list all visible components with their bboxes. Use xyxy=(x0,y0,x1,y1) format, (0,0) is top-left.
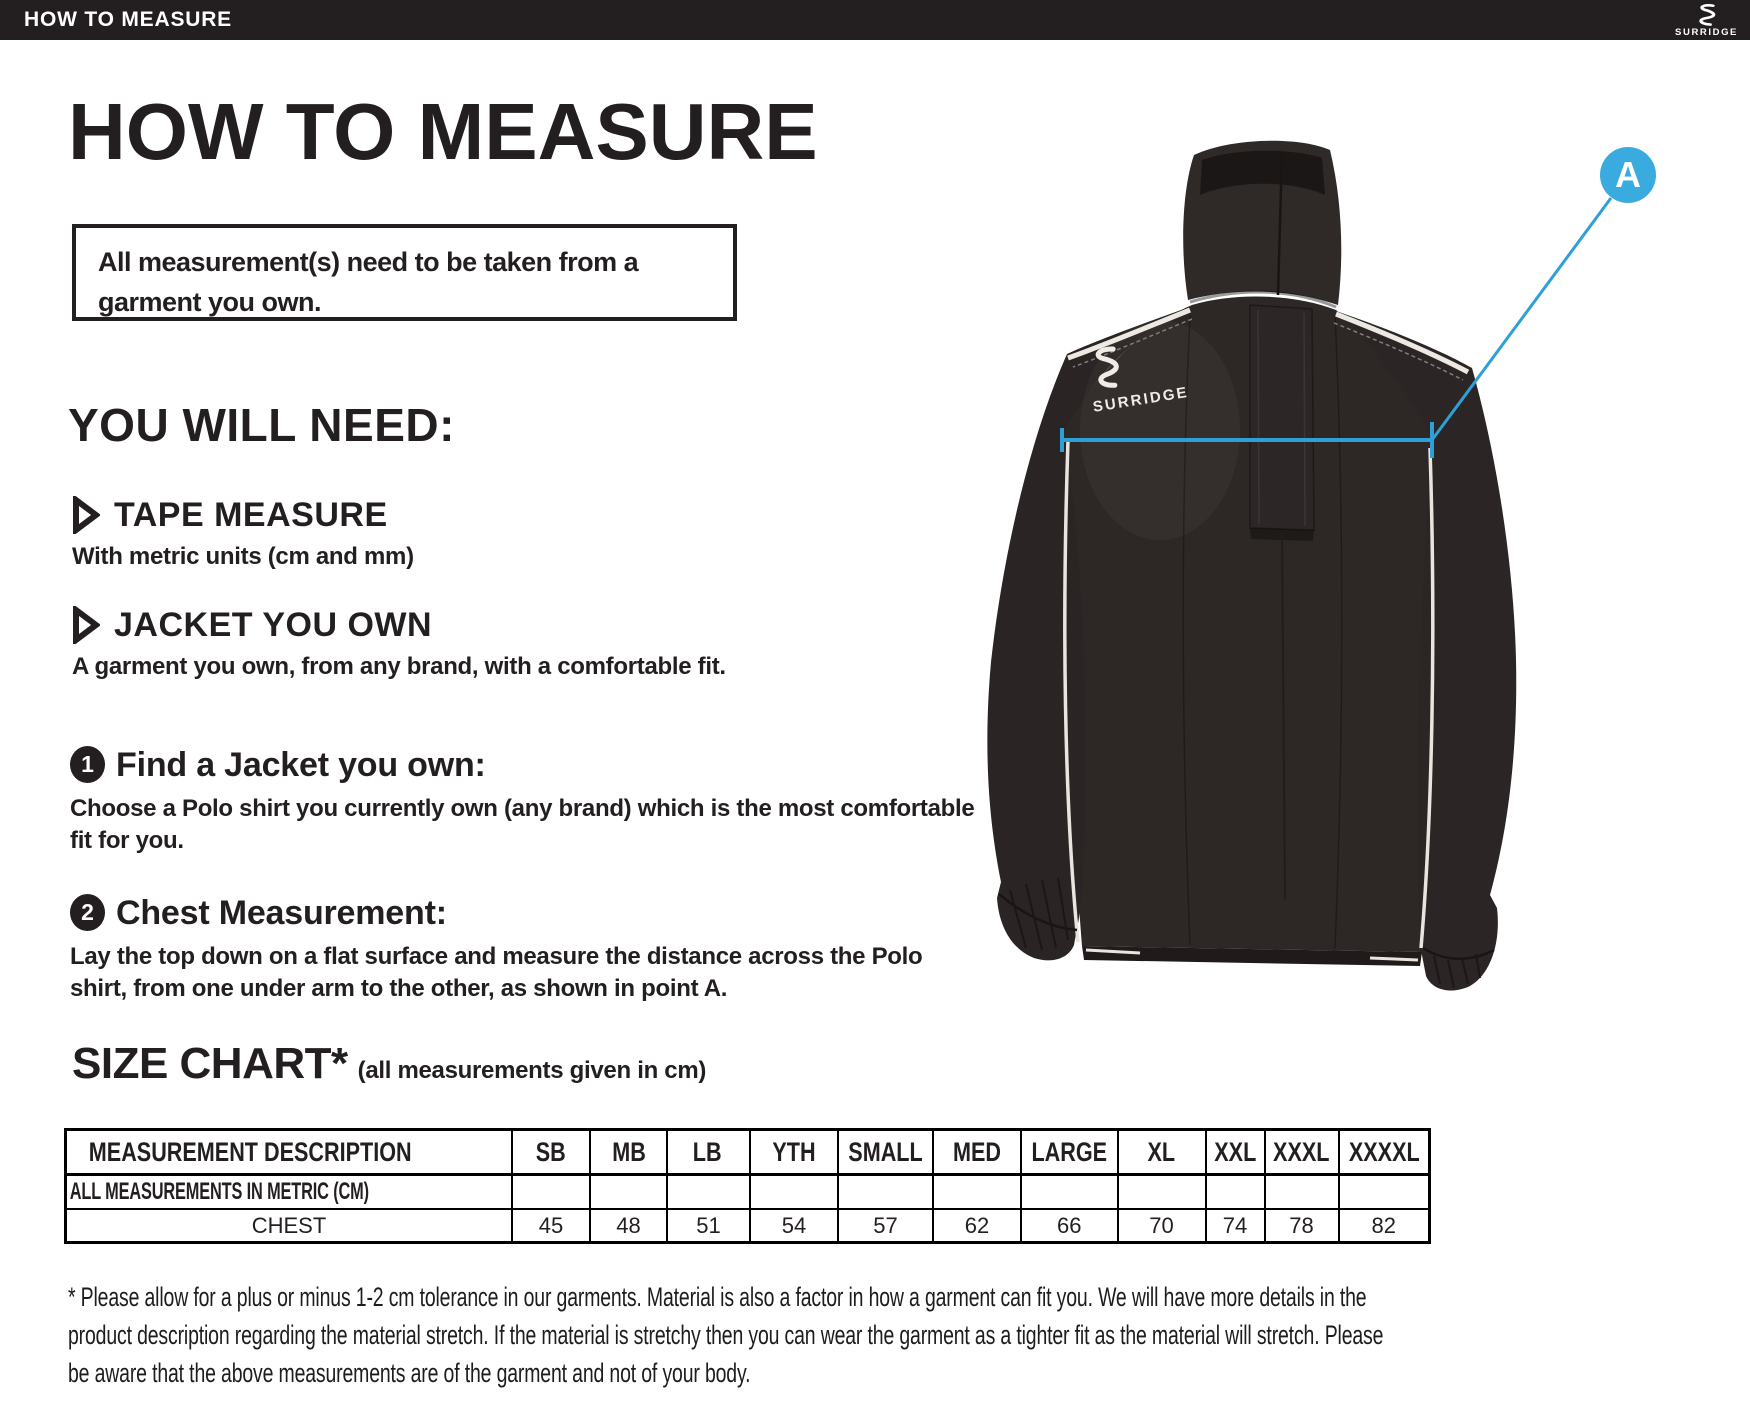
size-chart-table xyxy=(64,1128,1431,1244)
col-header-small: SMALL xyxy=(838,1130,933,1175)
marker-a-label: A xyxy=(1615,154,1641,195)
callout-line xyxy=(1432,198,1611,440)
topbar-title: HOW TO MEASURE xyxy=(24,8,232,31)
chest-value-med: 62 xyxy=(933,1209,1021,1243)
chest-value-xl: 70 xyxy=(1118,1209,1206,1243)
chest-value-sb: 45 xyxy=(512,1209,590,1243)
step-heading: Find a Jacket you own: xyxy=(116,745,486,784)
col-header-measurement-description: MEASUREMENT DESCRIPTION xyxy=(66,1130,513,1175)
step-heading: Chest Measurement: xyxy=(116,893,447,932)
need-item-label: JACKET YOU OWN xyxy=(114,606,433,644)
col-header-lb: LB xyxy=(667,1130,750,1175)
need-item-jacket-you-own xyxy=(72,606,726,681)
step-description: Choose a Polo shirt you currently own (any brand) which is the most comfortable fit for you. xyxy=(70,795,975,854)
page-title: HOW TO MEASURE xyxy=(68,87,818,176)
size-chart-subtitle: (all measurements given in cm) xyxy=(357,1057,707,1084)
triangle-bullet-icon xyxy=(72,496,100,534)
size-chart-title: SIZE CHART* xyxy=(72,1039,348,1088)
jacket-logo-text: SURRIDGE xyxy=(1091,383,1190,416)
chest-value-xxl: 74 xyxy=(1206,1209,1265,1243)
brand-name: SURRIDGE xyxy=(1675,26,1738,38)
col-header-xxxxl: XXXXL xyxy=(1339,1130,1430,1175)
col-header-large: LARGE xyxy=(1021,1130,1118,1175)
chest-row-label: CHEST xyxy=(66,1209,513,1243)
footnote: * Please allow for a plus or minus 1-2 cm tolerance in our garments. Material is also a factor in how a garment can fit you. We will have more details in the product description regarding the material stretch. If the material is stretchy then you can wear the garment as a tighter fit as the material will stretch. Please be aware that the above measurements are of the garment and not of your body. xyxy=(68,1282,1384,1388)
triangle-bullet-icon xyxy=(72,606,100,644)
chest-value-large: 66 xyxy=(1021,1209,1118,1243)
top-bar xyxy=(0,0,1750,40)
surridge-s-icon xyxy=(1694,4,1720,26)
need-item-description: With metric units (cm and mm) xyxy=(72,543,414,570)
need-item-row xyxy=(72,606,726,644)
chest-value-mb: 48 xyxy=(590,1209,667,1243)
col-header-xl: XL xyxy=(1118,1130,1206,1175)
col-header-sb: SB xyxy=(512,1130,590,1175)
col-header-xxxl: XXXL xyxy=(1265,1130,1339,1175)
notice-text: All measurement(s) need to be taken from a garment you own. xyxy=(98,247,639,317)
chest-value-xxxxl: 82 xyxy=(1339,1209,1430,1243)
step-description: Lay the top down on a flat surface and measure the distance across the Polo shirt, from one under arm to the other, as shown in point A. xyxy=(70,943,923,1002)
table-header-row xyxy=(66,1130,1430,1175)
unit-row-label-cell: ALL MEASUREMENTS IN METRIC (CM) xyxy=(66,1175,513,1210)
chest-value-yth: 54 xyxy=(750,1209,838,1243)
step-number-badge: 1 xyxy=(70,746,105,783)
jacket-illustration xyxy=(830,100,1710,1020)
col-header-yth: YTH xyxy=(750,1130,838,1175)
table-unit-row xyxy=(66,1175,1430,1210)
need-item-tape-measure xyxy=(72,496,414,571)
chest-value-xxxl: 78 xyxy=(1265,1209,1339,1243)
notice-box xyxy=(72,224,737,321)
need-item-row xyxy=(72,496,414,534)
chest-value-lb: 51 xyxy=(667,1209,750,1243)
jacket-collar xyxy=(1183,141,1341,307)
size-chart-heading-row xyxy=(72,1039,707,1088)
chest-value-small: 57 xyxy=(838,1209,933,1243)
you-will-need-heading: YOU WILL NEED: xyxy=(68,399,455,451)
step-number-badge: 2 xyxy=(70,894,105,931)
need-item-description: A garment you own, from any brand, with a comfortable fit. xyxy=(72,653,726,680)
col-header-mb: MB xyxy=(590,1130,667,1175)
brand-logo xyxy=(1675,4,1738,38)
table-row-chest xyxy=(66,1209,1430,1243)
jacket-figure xyxy=(830,100,1710,1020)
need-item-label: TAPE MEASURE xyxy=(114,496,388,534)
col-header-med: MED xyxy=(933,1130,1021,1175)
col-header-xxl: XXL xyxy=(1206,1130,1265,1175)
